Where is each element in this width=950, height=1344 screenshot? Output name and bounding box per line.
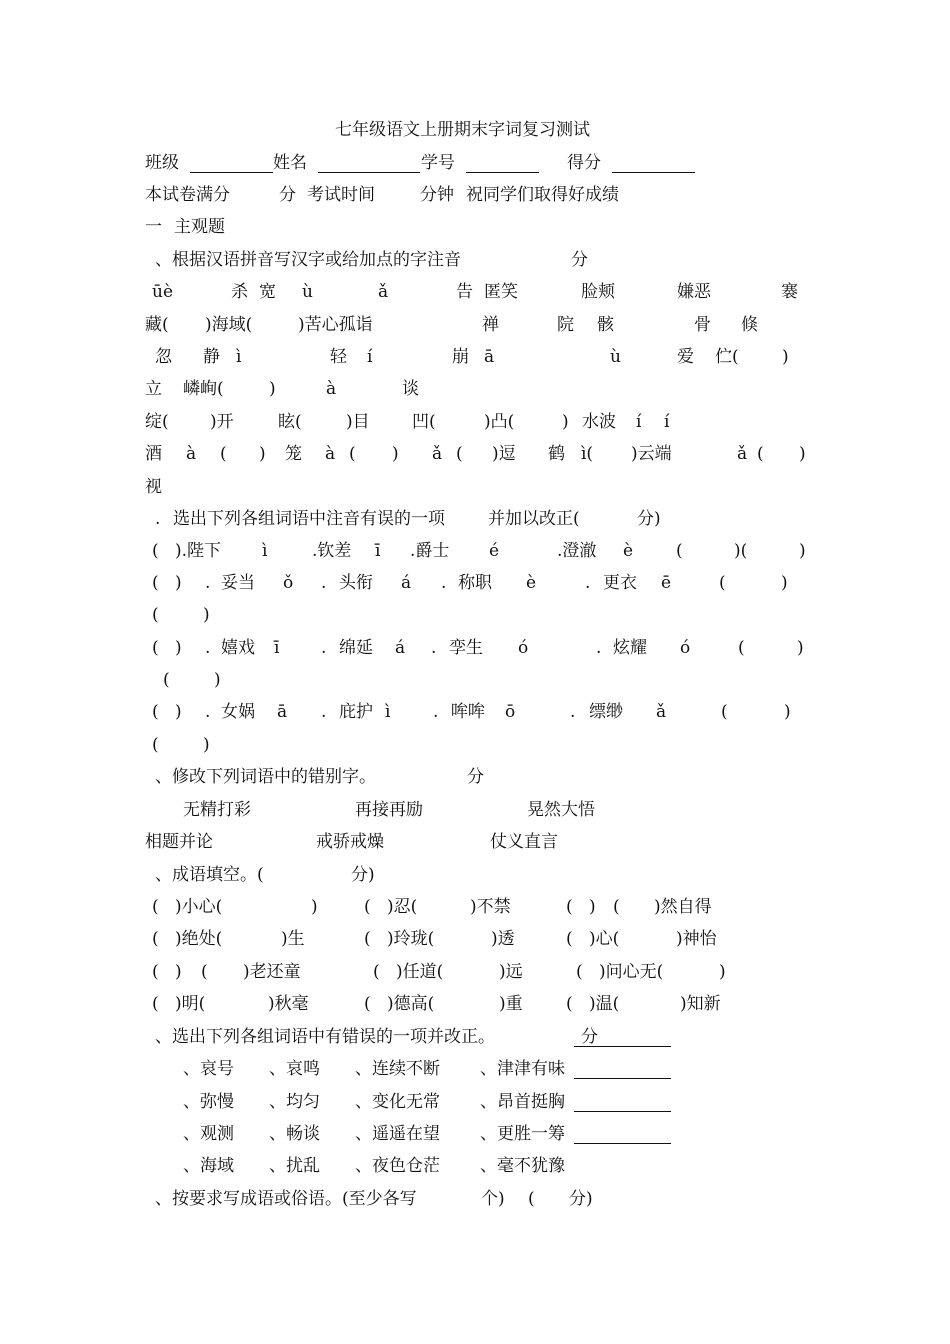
exam-text: ì(	[581, 444, 594, 464]
exam-text: ā	[484, 347, 495, 367]
exam-line-9	[0, 409, 950, 435]
exam-text: 嶙峋(	[183, 379, 224, 399]
exam-text: 、夜色仓茫	[355, 1156, 440, 1176]
exam-text: 、按要求写成语或俗语。(至少各写	[155, 1189, 417, 1209]
exam-text: )逗	[492, 444, 516, 464]
exam-text: )	[392, 444, 399, 464]
exam-text: 、遥遥在望	[355, 1124, 440, 1144]
exam-text: 、哀号	[183, 1059, 234, 1079]
exam-line-8	[0, 376, 950, 402]
exam-text: )凸(	[484, 412, 515, 432]
exam-text: .	[205, 638, 211, 658]
exam-text: 、选出下列各组词语中有错误的一项并改正。	[155, 1027, 495, 1047]
exam-text: ó	[518, 638, 529, 658]
answer-blank[interactable]	[574, 1078, 671, 1079]
exam-line-28	[0, 1024, 950, 1050]
exam-text: )心(	[589, 929, 620, 949]
exam-text: 缥缈	[589, 702, 623, 722]
exam-text: (	[566, 994, 573, 1014]
exam-text: 、畅谈	[269, 1124, 320, 1144]
exam-text: )秋毫	[268, 994, 309, 1014]
exam-text: 、观测	[183, 1124, 234, 1144]
exam-text: (	[566, 897, 573, 917]
exam-line-7	[0, 344, 950, 370]
exam-line-27	[0, 991, 950, 1017]
exam-text: 无精打彩	[183, 800, 251, 820]
exam-line-16	[0, 635, 950, 661]
exam-text: )	[311, 897, 318, 917]
exam-text: (	[152, 994, 159, 1014]
exam-text: .	[321, 702, 327, 722]
exam-line-18	[0, 699, 950, 725]
exam-line-19	[0, 732, 950, 758]
exam-line-21	[0, 797, 950, 823]
exam-text: .	[205, 702, 211, 722]
exam-text: )	[214, 670, 221, 690]
exam-text: )	[175, 962, 182, 982]
exam-text: 立	[145, 379, 162, 399]
exam-text: 绽(	[145, 412, 169, 432]
exam-line-11	[0, 474, 950, 500]
exam-text: 禅	[482, 315, 499, 335]
exam-text: 并加以改正(	[488, 509, 580, 529]
answer-blank[interactable]	[574, 1111, 671, 1112]
exam-text: 酒	[145, 444, 162, 464]
exam-line-33	[0, 1186, 950, 1212]
exam-text: ù	[610, 347, 621, 367]
exam-text: (	[566, 929, 573, 949]
exam-line-24	[0, 894, 950, 920]
exam-line-12	[0, 506, 950, 532]
exam-text: 选出下列各组词语中注音有误的一项	[173, 509, 445, 529]
exam-text: 分	[467, 767, 484, 787]
exam-line-30	[0, 1089, 950, 1115]
exam-text: 、变化无常	[355, 1092, 440, 1112]
exam-text: .	[441, 573, 447, 593]
exam-text: .	[205, 573, 211, 593]
exam-text: 宽	[259, 282, 276, 302]
exam-title: 七年级语文上册期末字词复习测试	[335, 120, 590, 140]
exam-text: 本试卷满分	[145, 185, 230, 205]
exam-text: )不禁	[470, 897, 511, 917]
exam-line-15	[0, 602, 950, 628]
exam-text: .	[155, 509, 161, 529]
exam-text: .	[321, 573, 327, 593]
exam-text: á	[401, 573, 412, 593]
answer-blank[interactable]	[612, 172, 695, 173]
exam-text: 、昂首挺胸	[480, 1092, 565, 1112]
exam-text: )苦心孤诣	[298, 315, 373, 335]
exam-text: )	[781, 573, 788, 593]
exam-text: )绝处(	[175, 929, 223, 949]
exam-text: 考试时间	[307, 185, 375, 205]
exam-text: )老还童	[243, 962, 301, 982]
exam-text: )重	[499, 994, 523, 1014]
exam-line-4	[0, 247, 950, 273]
answer-blank[interactable]	[190, 172, 273, 173]
exam-text: (	[738, 638, 745, 658]
exam-line-13	[0, 538, 950, 564]
exam-text: 姓名	[273, 153, 307, 173]
exam-text: (	[152, 573, 159, 593]
exam-text: (	[528, 1189, 535, 1209]
exam-text: 谈	[402, 379, 419, 399]
exam-text: )远	[499, 962, 523, 982]
exam-line-25	[0, 926, 950, 952]
exam-text: 伫(	[715, 347, 739, 367]
exam-text: (	[364, 994, 371, 1014]
exam-text: )小心(	[175, 897, 223, 917]
exam-text: è	[623, 541, 634, 561]
exam-text: )	[799, 444, 806, 464]
exam-text: à	[325, 444, 336, 464]
exam-text: á	[395, 638, 406, 658]
exam-text: 女娲	[221, 702, 255, 722]
exam-text: 、成语填空。(	[155, 865, 264, 885]
exam-text: ǒ	[283, 573, 294, 593]
exam-line-14	[0, 570, 950, 596]
exam-text: 骨	[694, 315, 711, 335]
exam-text: .	[596, 638, 602, 658]
exam-text: 祝同学们取得好成绩	[466, 185, 619, 205]
exam-text: (	[152, 541, 159, 561]
exam-text: 、哀鸣	[269, 1059, 320, 1079]
exam-text: 骸	[597, 315, 614, 335]
exam-text: 鹤	[548, 444, 565, 464]
exam-text: 褰	[781, 282, 798, 302]
exam-text: 笼	[285, 444, 302, 464]
exam-text: 杀	[231, 282, 248, 302]
exam-text: ì	[262, 541, 268, 561]
exam-text: )	[719, 962, 726, 982]
exam-text: )开	[210, 412, 234, 432]
exam-text: í	[367, 347, 373, 367]
exam-text: 分)	[569, 1189, 593, 1209]
exam-text: .爵士	[410, 541, 450, 561]
exam-text: )任道(	[396, 962, 444, 982]
exam-text: .	[570, 702, 576, 722]
exam-text: ǎ	[737, 444, 748, 464]
exam-text: )	[175, 573, 182, 593]
exam-text: )	[562, 412, 569, 432]
exam-text: 忽	[155, 347, 172, 367]
exam-text: (	[719, 573, 726, 593]
exam-text: .	[321, 638, 327, 658]
exam-text: 、津津有味	[480, 1059, 565, 1079]
exam-text: )(	[734, 541, 748, 561]
exam-text: 孪生	[449, 638, 483, 658]
exam-text: (	[364, 897, 371, 917]
exam-text: ā	[277, 702, 288, 722]
exam-text: 、毫不犹豫	[480, 1156, 565, 1176]
exam-text: 、海域	[183, 1156, 234, 1176]
exam-text: 个)	[481, 1189, 505, 1209]
exam-line-1	[0, 150, 950, 176]
exam-text: 、均匀	[269, 1092, 320, 1112]
exam-text: )玲珑(	[387, 929, 435, 949]
exam-line-20	[0, 764, 950, 790]
exam-line-17	[0, 667, 950, 693]
exam-text: 告	[456, 282, 473, 302]
exam-text: 分钟	[420, 185, 454, 205]
exam-text: )	[784, 702, 791, 722]
exam-text: .	[585, 573, 591, 593]
exam-text: 匿笑	[484, 282, 518, 302]
exam-line-32	[0, 1153, 950, 1179]
exam-text: (	[349, 444, 356, 464]
exam-text: (	[220, 444, 227, 464]
exam-text: 晃然大悟	[527, 800, 595, 820]
exam-text: 、连续不断	[355, 1059, 440, 1079]
exam-text: )忍(	[387, 897, 418, 917]
exam-text: 凹(	[412, 412, 436, 432]
exam-text: (	[373, 962, 380, 982]
exam-text: (	[201, 962, 208, 982]
exam-text: 主观题	[174, 217, 225, 237]
exam-text: )	[175, 702, 182, 722]
exam-text: 轻	[330, 347, 347, 367]
exam-text: ō	[505, 702, 516, 722]
exam-text: 一	[145, 217, 162, 237]
exam-text: à	[186, 444, 197, 464]
exam-text: )	[797, 638, 804, 658]
exam-text: é	[489, 541, 500, 561]
exam-text: )	[203, 735, 210, 755]
exam-text: .	[433, 702, 439, 722]
exam-text: )	[799, 541, 806, 561]
exam-text: 得分	[567, 153, 601, 173]
exam-line-31	[0, 1121, 950, 1147]
exam-text: 爱	[677, 347, 694, 367]
exam-text: .澄澈	[557, 541, 597, 561]
exam-text: (	[364, 929, 371, 949]
exam-text: 学号	[421, 153, 455, 173]
exam-text: 妥当	[221, 573, 255, 593]
exam-text: )德高(	[387, 994, 435, 1014]
exam-text: ǎ	[656, 702, 667, 722]
exam-text: )	[589, 897, 596, 917]
exam-text: (	[152, 702, 159, 722]
exam-line-3	[0, 214, 950, 240]
exam-text: 绵延	[339, 638, 373, 658]
exam-line-2	[0, 182, 950, 208]
exam-text: 嬉戏	[221, 638, 255, 658]
exam-text: )温(	[589, 994, 620, 1014]
exam-text: ǎ	[432, 444, 443, 464]
exam-text: (	[152, 897, 159, 917]
exam-text: (	[613, 897, 620, 917]
exam-text: (	[676, 541, 683, 561]
exam-text: í	[664, 412, 670, 432]
exam-text: 、弥慢	[183, 1092, 234, 1112]
exam-text: 藏(	[145, 315, 169, 335]
exam-text: 称职	[458, 573, 492, 593]
exam-text: (	[152, 929, 159, 949]
exam-text: (	[152, 962, 159, 982]
exam-text: 分)	[351, 865, 375, 885]
exam-text: 、更胜一筹	[480, 1124, 565, 1144]
exam-text: ù	[302, 282, 313, 302]
exam-text: è	[526, 573, 537, 593]
exam-text: ì	[385, 702, 391, 722]
exam-text: ē	[661, 573, 672, 593]
exam-text: 班级	[145, 153, 179, 173]
exam-text: ó	[680, 638, 691, 658]
exam-text: 水波	[582, 412, 616, 432]
answer-blank[interactable]	[574, 1143, 671, 1144]
exam-text: )知新	[680, 994, 721, 1014]
exam-text: (	[456, 444, 463, 464]
exam-text: 崩	[452, 347, 469, 367]
answer-blank[interactable]	[318, 172, 420, 173]
exam-text: )透	[491, 929, 515, 949]
exam-text: )	[269, 379, 276, 399]
exam-text: (	[576, 962, 583, 982]
exam-text: )神怡	[676, 929, 717, 949]
exam-text: (	[757, 444, 764, 464]
exam-text: 再接再励	[355, 800, 423, 820]
exam-text: ī	[375, 541, 381, 561]
exam-text: 分	[571, 250, 588, 270]
exam-text: 分	[279, 185, 296, 205]
exam-text: í	[636, 412, 642, 432]
exam-text: )问心无(	[599, 962, 664, 982]
exam-text: )生	[281, 929, 305, 949]
exam-text: )海域(	[205, 315, 253, 335]
exam-text: )	[782, 347, 789, 367]
exam-line-5	[0, 279, 950, 305]
exam-text: (	[163, 670, 170, 690]
exam-text: ǎ	[378, 282, 389, 302]
exam-text: .钦差	[312, 541, 352, 561]
exam-text: 、修改下列词语中的错别字。	[155, 767, 376, 787]
exam-text: 分)	[637, 509, 661, 529]
exam-line-29	[0, 1056, 950, 1082]
exam-text: 眩(	[278, 412, 302, 432]
exam-text: (	[152, 638, 159, 658]
exam-text: 分	[581, 1027, 598, 1047]
exam-text: )然自得	[654, 897, 712, 917]
exam-text: 视	[145, 477, 162, 497]
exam-text: 嫌恶	[677, 282, 711, 302]
exam-text: (	[152, 605, 159, 625]
exam-text: (	[721, 702, 728, 722]
exam-text: 更衣	[603, 573, 637, 593]
exam-line-22	[0, 829, 950, 855]
exam-text: 相题并论	[145, 832, 213, 852]
exam-line-10	[0, 441, 950, 467]
exam-text: ī	[274, 638, 280, 658]
exam-text: 静	[203, 347, 220, 367]
exam-text: ì	[236, 347, 242, 367]
exam-text: ūè	[152, 282, 174, 302]
exam-text: 脸颊	[581, 282, 615, 302]
exam-text: )	[259, 444, 266, 464]
exam-text: 头衔	[339, 573, 373, 593]
answer-blank[interactable]	[466, 172, 539, 173]
exam-text: )目	[346, 412, 370, 432]
exam-text: 院	[557, 315, 574, 335]
exam-text: )云端	[631, 444, 672, 464]
exam-text: 庇护	[339, 702, 373, 722]
exam-line-6	[0, 312, 950, 338]
exam-text: )	[175, 638, 182, 658]
exam-line-26	[0, 959, 950, 985]
exam-text: )明(	[175, 994, 206, 1014]
answer-blank[interactable]	[574, 1046, 671, 1047]
exam-text: à	[326, 379, 337, 399]
exam-text: 仗义直言	[490, 832, 558, 852]
exam-text: 戒骄戒燥	[316, 832, 384, 852]
exam-text: 、根据汉语拼音写汉字或给加点的字注音	[155, 250, 461, 270]
exam-text: (	[152, 735, 159, 755]
exam-text: .	[431, 638, 437, 658]
exam-text: 哞哞	[451, 702, 485, 722]
exam-line-23	[0, 862, 950, 888]
exam-text: )	[203, 605, 210, 625]
exam-text: 炫耀	[613, 638, 647, 658]
exam-text: ).陛下	[175, 541, 222, 561]
exam-text: 、扰乱	[269, 1156, 320, 1176]
exam-text: 倏	[741, 315, 758, 335]
exam-title-line	[0, 117, 950, 143]
